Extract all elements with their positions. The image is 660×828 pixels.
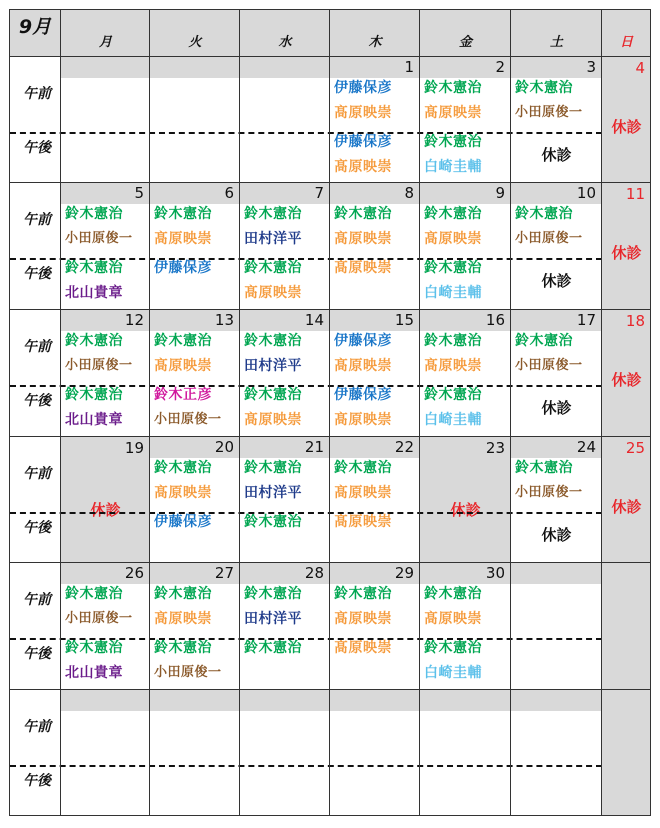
doctor-name: 鈴木憲治 [154, 206, 212, 222]
date-strip [420, 690, 511, 711]
doctor-name: 鈴木憲治 [334, 586, 392, 602]
grid-vline [601, 10, 602, 816]
day-number: 13 [214, 311, 234, 329]
pm-label: 午後 [23, 266, 51, 282]
grid-vline [149, 10, 150, 816]
doctor-name: 白崎圭輔 [424, 285, 482, 301]
day-number: 11 [625, 185, 645, 203]
date-strip [150, 690, 240, 711]
doctor-name: 鈴木憲治 [244, 260, 302, 276]
day-number: 20 [214, 438, 234, 456]
doctor-name: 鈴木憲治 [154, 586, 212, 602]
doctor-name: 髙原映崇 [334, 159, 392, 175]
am-pm-divider [10, 132, 602, 134]
am-label: 午前 [23, 339, 51, 355]
doctor-name: 髙原映崇 [424, 231, 482, 247]
month-label: 9月 [18, 16, 52, 38]
doctor-name: 鈴木憲治 [515, 206, 573, 222]
doctor-name: 白崎圭輔 [424, 159, 482, 175]
day-number: 22 [394, 438, 414, 456]
doctor-name: 髙原映崇 [424, 358, 482, 374]
date-strip [511, 690, 602, 711]
date-strip [240, 690, 330, 711]
doctor-name: 伊藤保彦 [154, 260, 212, 276]
doctor-name: 鈴木憲治 [244, 460, 302, 476]
doctor-name: 伊藤保彦 [334, 387, 392, 403]
closed-label: 休診 [611, 498, 642, 516]
doctor-name: 鈴木憲治 [424, 134, 482, 150]
doctor-name: 鈴木憲治 [424, 80, 482, 96]
grid-vline [650, 10, 651, 816]
weekday-header: 日 [619, 35, 633, 50]
day-number: 9 [495, 184, 505, 202]
pm-label: 午後 [23, 520, 51, 536]
doctor-name: 北山貴章 [65, 412, 123, 428]
weekday-header: 月 [98, 35, 112, 50]
doctor-name: 鈴木憲治 [65, 640, 123, 656]
day-number: 21 [304, 438, 324, 456]
doctor-name: 髙原映崇 [334, 105, 392, 121]
doctor-name: 鈴木憲治 [424, 586, 482, 602]
doctor-name: 鈴木憲治 [424, 333, 482, 349]
doctor-name: 北山貴章 [65, 285, 123, 301]
day-number: 15 [394, 311, 414, 329]
day-number: 14 [304, 311, 324, 329]
am-label: 午前 [23, 592, 51, 608]
doctor-name: 鈴木憲治 [244, 586, 302, 602]
closed-label: 休診 [450, 501, 481, 519]
doctor-name: 鈴木憲治 [515, 333, 573, 349]
grid-hline [9, 562, 651, 563]
day-number: 8 [404, 184, 414, 202]
doctor-name: 小田原俊一 [154, 665, 222, 680]
doctor-name: 田村洋平 [244, 231, 302, 247]
day-number: 7 [314, 184, 324, 202]
date-strip [330, 690, 420, 711]
doctor-name: 髙原映崇 [334, 412, 392, 428]
day-number: 27 [214, 564, 234, 582]
day-number: 10 [576, 184, 596, 202]
date-strip [61, 690, 150, 711]
grid-hline [9, 815, 651, 816]
doctor-name: 鈴木憲治 [244, 206, 302, 222]
doctor-name: 髙原映崇 [334, 485, 392, 501]
doctor-name: 鈴木憲治 [65, 206, 123, 222]
doctor-name: 鈴木憲治 [65, 586, 123, 602]
doctor-name: 田村洋平 [244, 485, 302, 501]
closed-label: 休診 [90, 501, 121, 519]
doctor-name: 髙原映崇 [334, 611, 392, 627]
day-number: 25 [625, 439, 645, 457]
doctor-name: 小田原俊一 [65, 611, 133, 626]
grid-hline [9, 436, 651, 437]
day-number: 5 [134, 184, 144, 202]
day-number: 23 [485, 439, 505, 457]
doctor-name: 小田原俊一 [515, 485, 583, 500]
day-number: 29 [394, 564, 414, 582]
doctor-name: 伊藤保彦 [334, 134, 392, 150]
doctor-name: 髙原映崇 [154, 358, 212, 374]
doctor-name: 伊藤保彦 [334, 333, 392, 349]
weekday-header: 水 [278, 35, 292, 50]
day-number: 17 [576, 311, 596, 329]
date-strip [61, 57, 150, 78]
sunday-cell [602, 690, 651, 816]
doctor-name: 鈴木憲治 [154, 333, 212, 349]
doctor-name: 伊藤保彦 [334, 80, 392, 96]
doctor-name: 髙原映崇 [154, 611, 212, 627]
closed-label: 休診 [541, 146, 572, 164]
day-number: 6 [224, 184, 234, 202]
doctor-name: 鈴木憲治 [334, 460, 392, 476]
day-number: 1 [404, 58, 414, 76]
day-number: 24 [576, 438, 596, 456]
doctor-name: 髙原映崇 [334, 260, 392, 276]
doctor-name: 小田原俊一 [515, 105, 583, 120]
am-label: 午前 [23, 466, 51, 482]
am-pm-divider [10, 385, 602, 387]
doctor-name: 髙原映崇 [154, 231, 212, 247]
grid-hline [9, 56, 651, 57]
doctor-name: 髙原映崇 [424, 611, 482, 627]
doctor-name: 髙原映崇 [334, 514, 392, 530]
day-number: 3 [586, 58, 596, 76]
am-pm-divider [10, 258, 602, 260]
pm-label: 午後 [23, 140, 51, 156]
doctor-name: 鈴木憲治 [244, 640, 302, 656]
date-strip [511, 563, 602, 584]
doctor-name: 鈴木憲治 [244, 514, 302, 530]
closed-label: 休診 [611, 118, 642, 136]
pm-label: 午後 [23, 773, 51, 789]
doctor-name: 髙原映崇 [244, 412, 302, 428]
closed-label: 休診 [611, 371, 642, 389]
sunday-cell [602, 563, 651, 690]
doctor-name: 髙原映崇 [424, 105, 482, 121]
doctor-name: 鈴木憲治 [424, 640, 482, 656]
grid-hline [9, 9, 651, 10]
doctor-name: 伊藤保彦 [154, 514, 212, 530]
doctor-name: 小田原俊一 [515, 358, 583, 373]
closed-label: 休診 [541, 399, 572, 417]
am-label: 午前 [23, 86, 51, 102]
grid-hline [9, 182, 651, 183]
doctor-name: 髙原映崇 [154, 485, 212, 501]
doctor-name: 鈴木正彦 [154, 387, 212, 403]
day-number: 18 [625, 312, 645, 330]
doctor-name: 鈴木憲治 [65, 387, 123, 403]
doctor-name: 鈴木憲治 [515, 460, 573, 476]
doctor-name: 髙原映崇 [334, 231, 392, 247]
pm-label: 午後 [23, 393, 51, 409]
doctor-name: 小田原俊一 [65, 358, 133, 373]
grid-hline [9, 689, 651, 690]
doctor-name: 白崎圭輔 [424, 412, 482, 428]
weekday-header: 木 [368, 35, 382, 50]
am-pm-divider [10, 765, 602, 767]
doctor-name: 鈴木憲治 [65, 333, 123, 349]
doctor-name: 鈴木憲治 [65, 260, 123, 276]
weekday-header: 火 [188, 35, 202, 50]
doctor-name: 鈴木憲治 [154, 640, 212, 656]
doctor-name: 鈴木憲治 [154, 460, 212, 476]
doctor-name: 髙原映崇 [244, 285, 302, 301]
doctor-name: 鈴木憲治 [424, 387, 482, 403]
doctor-name: 鈴木憲治 [424, 206, 482, 222]
doctor-name: 田村洋平 [244, 358, 302, 374]
day-number: 19 [124, 439, 144, 457]
grid-vline [419, 10, 420, 816]
doctor-name: 小田原俊一 [515, 231, 583, 246]
day-number: 4 [635, 59, 645, 77]
am-pm-divider [10, 638, 602, 640]
doctor-name: 鈴木憲治 [334, 206, 392, 222]
doctor-name: 髙原映崇 [334, 358, 392, 374]
doctor-name: 鈴木憲治 [244, 333, 302, 349]
am-pm-divider [10, 512, 602, 514]
doctor-name: 鈴木憲治 [515, 80, 573, 96]
doctor-name: 北山貴章 [65, 665, 123, 681]
date-strip [150, 57, 240, 78]
doctor-name: 田村洋平 [244, 611, 302, 627]
grid-vline [510, 10, 511, 816]
doctor-name: 鈴木憲治 [244, 387, 302, 403]
doctor-name: 鈴木憲治 [424, 260, 482, 276]
grid-vline [239, 10, 240, 816]
day-number: 26 [124, 564, 144, 582]
closed-label: 休診 [541, 272, 572, 290]
grid-vline [60, 10, 61, 816]
grid-vline [9, 10, 10, 816]
doctor-name: 小田原俊一 [65, 231, 133, 246]
doctor-name: 髙原映崇 [334, 640, 392, 656]
day-number: 16 [485, 311, 505, 329]
closed-label: 休診 [611, 244, 642, 262]
weekday-header: 土 [549, 35, 563, 50]
am-label: 午前 [23, 719, 51, 735]
day-number: 12 [124, 311, 144, 329]
pm-label: 午後 [23, 646, 51, 662]
grid-vline [329, 10, 330, 816]
day-number: 2 [495, 58, 505, 76]
grid-hline [9, 309, 651, 310]
am-label: 午前 [23, 212, 51, 228]
doctor-name: 小田原俊一 [154, 412, 222, 427]
date-strip [240, 57, 330, 78]
closed-label: 休診 [541, 526, 572, 544]
weekday-header: 金 [458, 35, 472, 50]
day-number: 28 [304, 564, 324, 582]
day-number: 30 [485, 564, 505, 582]
doctor-name: 白崎圭輔 [424, 665, 482, 681]
